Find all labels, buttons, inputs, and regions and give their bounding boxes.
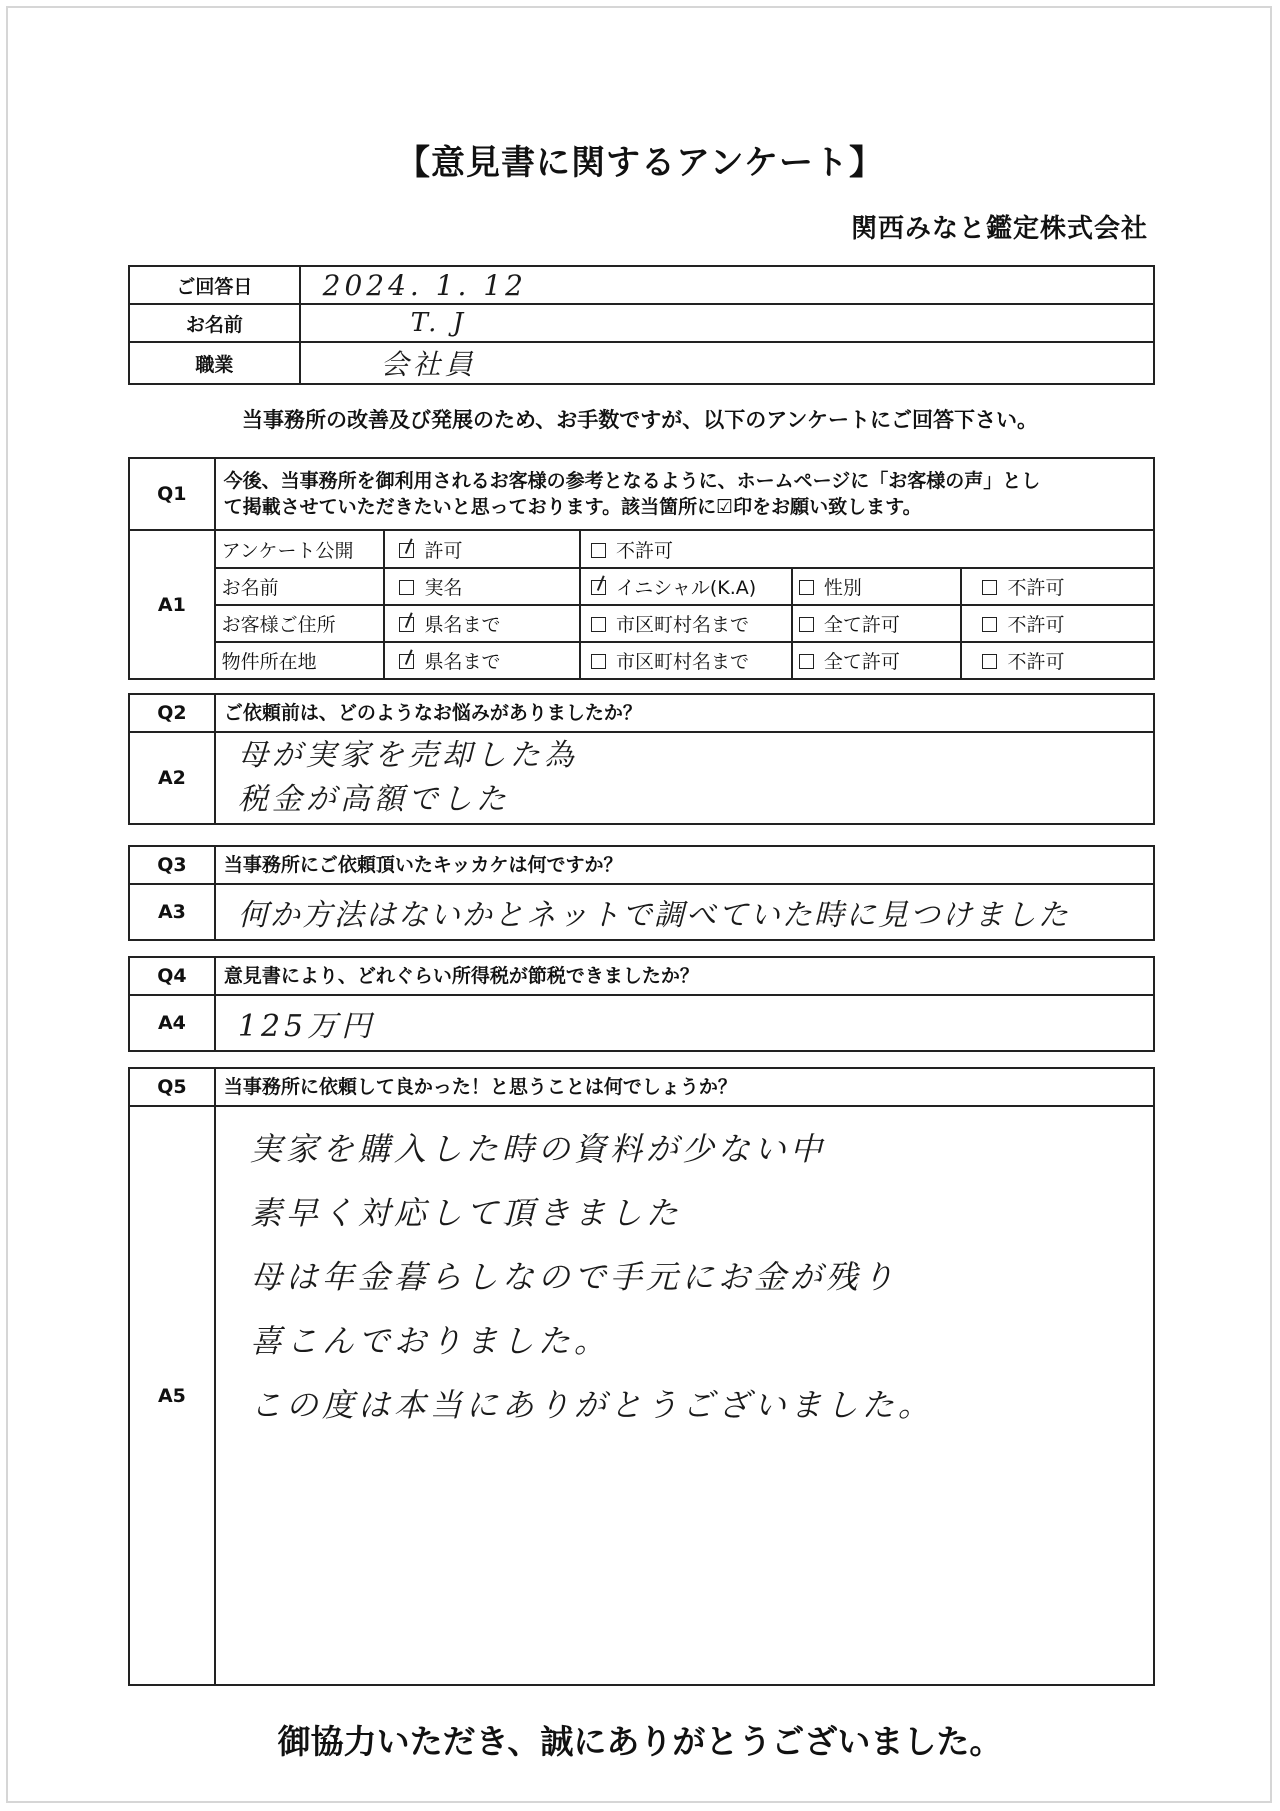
date-label: ご回答日 — [129, 266, 300, 304]
q1-line1: 今後、当事務所を御利用されるお客様の参考となるように、ホームページに「お客様の声」とし — [223, 470, 1041, 492]
q2-label: Q2 — [129, 694, 215, 732]
checkbox-icon[interactable] — [982, 654, 997, 669]
job-label: 職業 — [129, 342, 300, 384]
checkbox-icon[interactable] — [982, 617, 997, 632]
a4-label: A4 — [129, 995, 215, 1051]
a5-line: この度は本当にありがとうございました。 — [249, 1386, 934, 1424]
checkbox-icon[interactable] — [591, 654, 606, 669]
a1-row-label: お名前 — [215, 568, 385, 605]
option-label: 不許可 — [1007, 614, 1065, 636]
option-label: 全て許可 — [823, 614, 900, 636]
q1-label: Q1 — [129, 458, 215, 530]
a3-answer: 何か方法はないかとネットで調べていた時に見つけました — [215, 884, 1154, 940]
option-label: 市区町村名まで — [616, 651, 750, 673]
q2-question: ご依頼前は、どのようなお悩みがありましたか？ — [215, 694, 1154, 732]
option-label: 不許可 — [616, 539, 674, 562]
closing-thanks: 御協力いただき、誠にありがとうございました。 — [277, 1722, 1003, 1761]
q3-label: Q3 — [129, 846, 215, 884]
q5-label: Q5 — [129, 1068, 215, 1106]
job-value: 会社員 — [300, 342, 1154, 384]
option-property-city[interactable] — [580, 642, 792, 679]
a2-label: A2 — [129, 732, 215, 824]
name-label: お名前 — [129, 304, 300, 342]
a5-line: 母は年金暮らしなので手元にお金が残り — [249, 1258, 898, 1296]
a5-line: 実家を購入した時の資料が少ない中 — [249, 1130, 826, 1168]
q4-question: 意見書により、どれぐらい所得税が節税できましたか？ — [215, 957, 1154, 995]
intro-text: 当事務所の改善及び発展のため、お手数ですが、以下のアンケートにご回答下さい。 — [242, 408, 1038, 432]
option-public-deny[interactable] — [580, 530, 1154, 568]
a1-row-label: お客様ご住所 — [215, 605, 385, 642]
checkbox-icon[interactable] — [982, 580, 997, 595]
option-name-initial[interactable] — [580, 568, 792, 605]
a5-line: 喜こんでおりました。 — [249, 1322, 610, 1360]
option-label: 県名まで — [424, 614, 501, 636]
option-name-gender[interactable] — [792, 568, 962, 605]
checkbox-icon[interactable] — [591, 617, 606, 632]
a3-label: A3 — [129, 884, 215, 940]
option-public-allow[interactable] — [384, 530, 580, 568]
respondent-info-table — [128, 265, 1155, 385]
q4-label: Q4 — [129, 957, 215, 995]
a5-line: 素早く対応して頂きました — [249, 1194, 682, 1232]
option-address-all[interactable] — [792, 605, 962, 642]
option-address-pref[interactable] — [384, 605, 580, 642]
checkbox-icon[interactable] — [799, 580, 814, 595]
option-name-deny[interactable] — [961, 568, 1154, 605]
option-address-deny[interactable] — [961, 605, 1154, 642]
checkbox-icon[interactable] — [399, 580, 414, 595]
checkbox-icon[interactable] — [591, 580, 606, 595]
checkbox-icon[interactable] — [799, 617, 814, 632]
option-label: 県名まで — [424, 651, 501, 673]
option-label: 実名 — [424, 577, 463, 599]
q2-a2-table — [128, 693, 1155, 825]
q1-line2: て掲載させていただきたいと思っております。該当箇所に☑印をお願い致します。 — [223, 496, 922, 518]
option-property-pref[interactable] — [384, 642, 580, 679]
q4-a4-table — [128, 956, 1155, 1052]
option-label: イニシャル(K.A) — [616, 577, 757, 599]
option-address-city[interactable] — [580, 605, 792, 642]
q1-question — [215, 458, 1154, 530]
checkbox-icon[interactable] — [399, 543, 414, 558]
option-label: 不許可 — [1007, 651, 1065, 673]
name-value: T. J — [300, 304, 1154, 342]
a2-line1: 母が実家を売却した為 — [237, 738, 578, 773]
q5-question: 当事務所に依頼して良かった！と思うことは何でしょうか？ — [215, 1068, 1154, 1106]
a1-row-label: アンケート公開 — [215, 530, 385, 568]
option-name-real[interactable] — [384, 568, 580, 605]
a5-answer — [215, 1106, 1154, 1685]
option-property-all[interactable] — [792, 642, 962, 679]
checkbox-icon[interactable] — [399, 654, 414, 669]
q3-a3-table — [128, 845, 1155, 941]
a2-line2: 税金が高額でした — [237, 782, 510, 817]
a4-answer: 125万円 — [215, 995, 1154, 1051]
a5-label: A5 — [129, 1106, 215, 1685]
q5-a5-table — [128, 1067, 1155, 1686]
company-name: 関西みなと鑑定株式会社 — [850, 214, 1148, 244]
checkbox-icon[interactable] — [591, 543, 606, 558]
option-label: 市区町村名まで — [616, 614, 750, 636]
option-label: 不許可 — [1007, 577, 1065, 599]
a2-answer — [215, 732, 1154, 824]
a1-label: A1 — [129, 530, 215, 679]
option-label: 性別 — [823, 577, 862, 599]
option-property-deny[interactable] — [961, 642, 1154, 679]
option-label: 全て許可 — [823, 651, 900, 673]
survey-title: 【意見書に関するアンケート】 — [396, 143, 884, 183]
checkbox-icon[interactable] — [799, 654, 814, 669]
checkbox-icon[interactable] — [399, 617, 414, 632]
option-label: 許可 — [424, 539, 463, 562]
date-value: 2024. 1. 12 — [300, 266, 1154, 304]
q3-question: 当事務所にご依頼頂いたキッカケは何ですか？ — [215, 846, 1154, 884]
a1-row-label: 物件所在地 — [215, 642, 385, 679]
q1-a1-table — [128, 457, 1155, 680]
